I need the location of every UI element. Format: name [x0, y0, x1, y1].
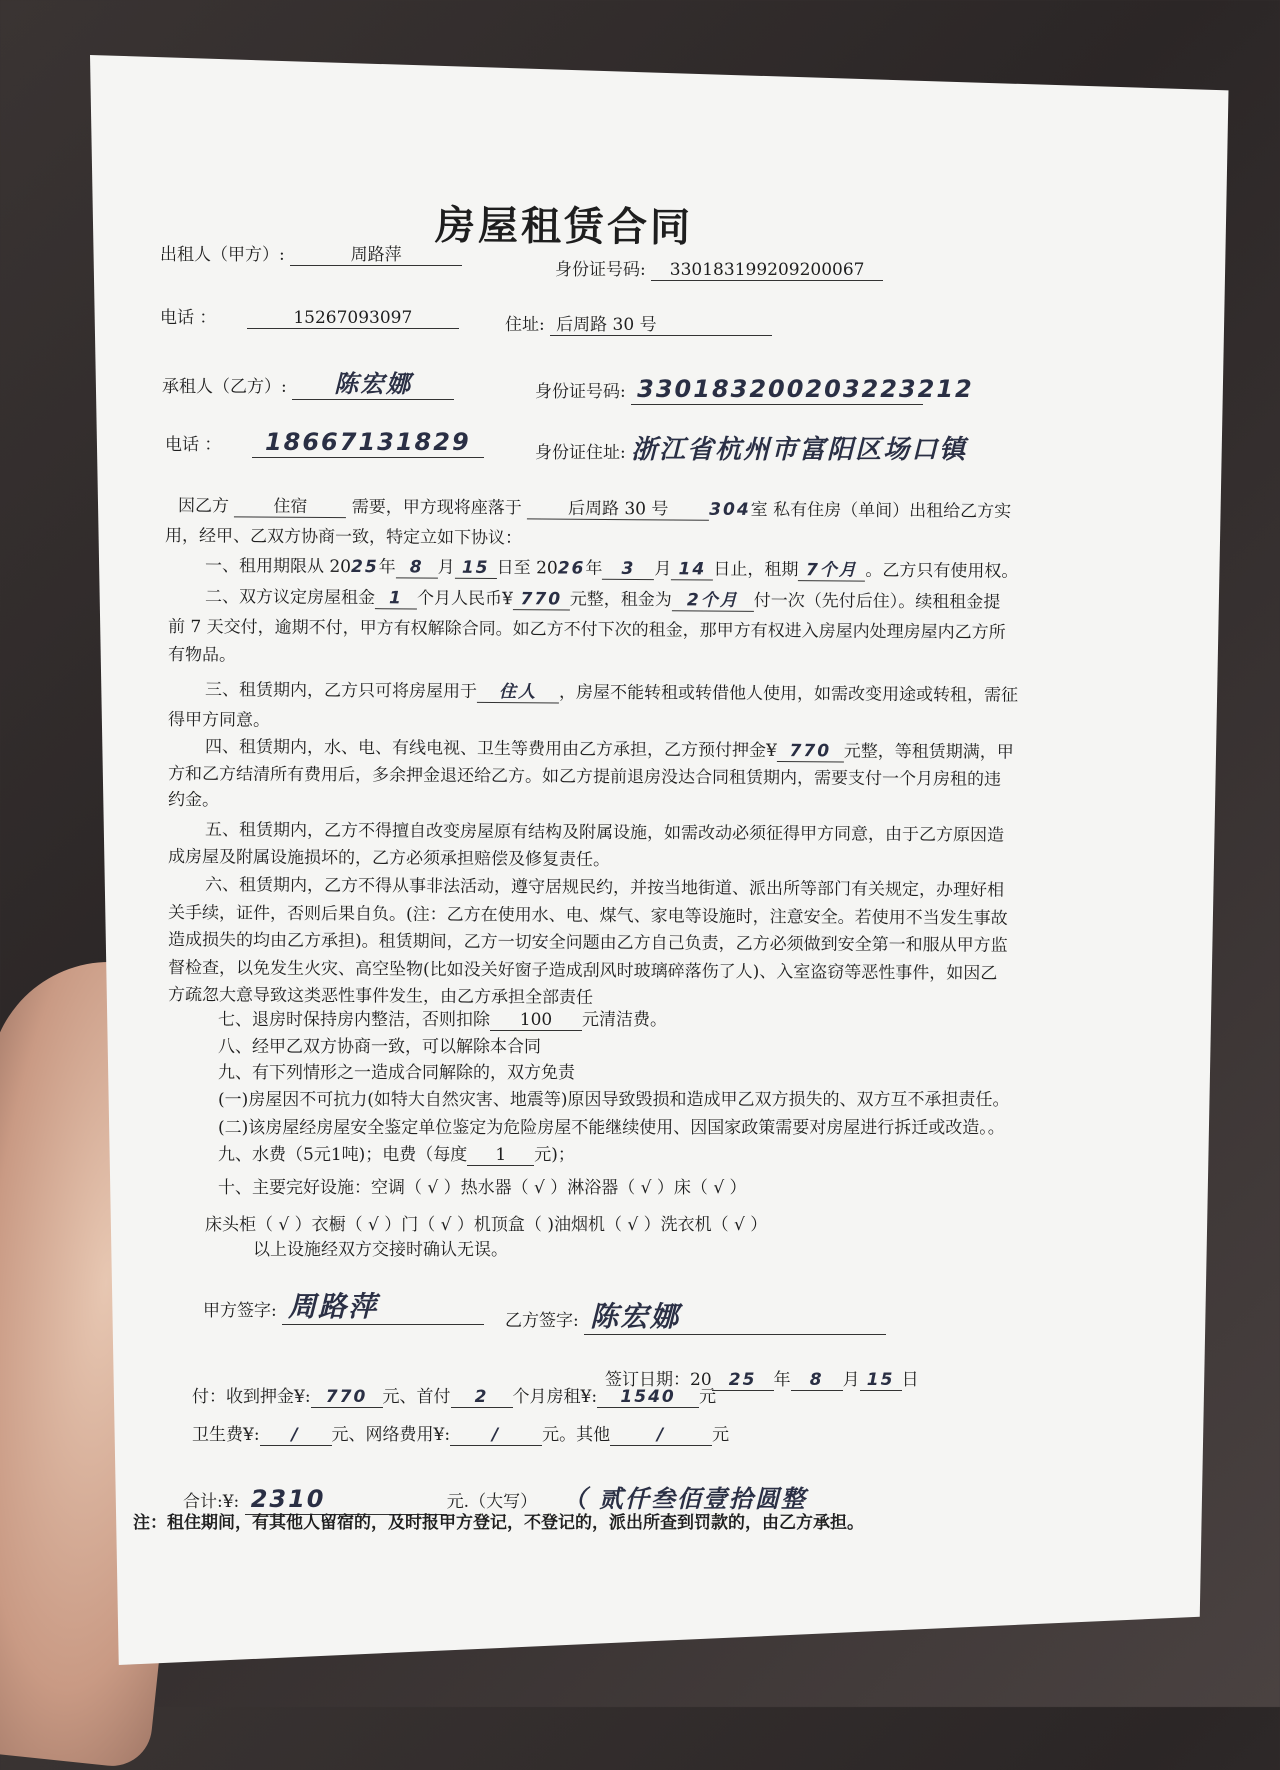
c4-text-a: 四、租赁期内，水、电、有线电视、卫生等费用由乙方承担，乙方预付押金¥: [204, 737, 777, 761]
total-upper-label: 元.（大写）: [446, 1492, 538, 1512]
c9-fees-text-a: 九、水费（5元1吨)；电费（每度: [218, 1145, 468, 1165]
payment-text-h: 元: [712, 1425, 730, 1445]
clause-6-line-2: 关手续，证件，否则后果自负。(注：乙方在使用水、电、煤气、家电等设施时，注意安全。若使用不当发生事故: [167, 903, 1008, 929]
clause-6-line-1: 六、租赁期内，乙方不得从事非法活动，遵守居规民约，并按当地街道、派出所等部门有关规定，办理好相: [204, 875, 1005, 901]
landlord-addr: 后周路 30 号: [550, 315, 772, 336]
contract-title: 房屋租赁合同: [434, 202, 694, 252]
clause-3-line-2: 得甲方同意。: [167, 710, 271, 731]
intro-line-2: 用，经甲、乙双方协商一致，特定立如下协议：: [164, 526, 523, 549]
clause-4-line-2: 方和乙方结清所有费用后，多余押金退还给乙方。如乙方提前退房没达合同租赁期内，需要支付一个月房租的违: [167, 764, 1002, 790]
clause-8: 八、经甲乙双方协商一致，可以解除本合同: [218, 1037, 541, 1057]
c2-amount: 770: [513, 589, 570, 611]
party-b-signature-row: [505, 1300, 886, 1335]
tenant-addr-row: [535, 435, 967, 466]
clause-4-line-3: 约金。: [167, 790, 220, 811]
tenant-id: 330183200203223212: [631, 375, 923, 405]
clause-2-line-2: 前 7 天交付，逾期不付，甲方有权解除合同。如乙方不付下次的租金，那甲方有权进入房屋内处理房屋内乙方所: [167, 617, 1006, 643]
intro-room: 304: [709, 499, 751, 520]
c7-text-b: 元清洁费。: [582, 1010, 667, 1030]
c1-month-start: 8: [396, 557, 438, 579]
total-row: [183, 1485, 807, 1515]
clause-2-line-3: 有物品。: [167, 645, 237, 666]
payment-deposit: 770: [311, 1387, 383, 1408]
c2-text-a: 二、双方议定房屋租金: [204, 587, 376, 609]
c1-text-h: 。乙方只有使用权。: [865, 560, 1019, 582]
payment-text-d: 元: [699, 1387, 717, 1407]
payment-text-e: 卫生费¥:: [192, 1425, 260, 1445]
total-upper-amount: （ 贰仟叁佰壹拾圆整: [562, 1485, 807, 1513]
payment-text-a: 付：收到押金¥:: [192, 1387, 311, 1407]
clause-4-line-1: [205, 737, 1014, 764]
payment-network: /: [450, 1425, 542, 1446]
tenant-addr: 浙江省杭州市富阳区场口镇: [631, 435, 968, 465]
date-month-unit: 月: [842, 1370, 860, 1390]
c2-text-c: 元整，租金为: [569, 589, 672, 611]
clause-5-line-2: 成房屋及附属设施损坏的，乙方必须承担赔偿及修复责任。: [167, 847, 611, 871]
party-b-signature: 陈宏娜: [584, 1300, 886, 1335]
c1-text-e: 年: [585, 558, 603, 579]
date-month: 8: [791, 1370, 843, 1391]
clause-9-fees: [218, 1145, 575, 1166]
c1-term: 7个月: [798, 560, 865, 582]
c2-months: 1: [375, 588, 417, 610]
landlord-phone-label: 电话 ：: [160, 308, 217, 328]
clause-5-line-1: 五、租赁期内，乙方不得擅自改变房屋原有结构及附属设施，如需改动必须征得甲方同意，由于乙方原因造: [204, 820, 1005, 846]
landlord-row: [160, 245, 462, 266]
landlord-addr-label: 住址:: [505, 315, 545, 335]
intro-text-d: 私有住房（单间）出租给乙方实: [773, 500, 1012, 522]
date-day-unit: 日: [901, 1370, 919, 1390]
tenant-phone-label: 电话 ：: [165, 435, 222, 455]
c1-text-f: 月: [654, 559, 672, 580]
tenant-id-label: 身份证号码:: [535, 382, 626, 402]
footer-note: 注：租住期间，有其他人留宿的，及时报甲方登记，不登记的，派出所查到罚款的，由乙方承担。: [133, 1513, 864, 1533]
c2-text-d: 付一次（先付后住）。续租租金提: [753, 590, 1001, 613]
landlord-addr-row: [505, 315, 772, 336]
c2-text-b: 个月人民币¥: [416, 588, 513, 610]
tenant-addr-label: 身份证住址:: [535, 443, 626, 463]
clause-10-line-1: 十、主要完好设施：空调（ √ ）热水器（ √ ）淋浴器（ √ ）床（ √ ）: [218, 1178, 747, 1198]
landlord-id-label: 身份证号码:: [555, 260, 646, 280]
intro-text-a: 因乙方: [177, 496, 230, 517]
clause-10-line-3: 以上设施经双方交接时确认无误。: [253, 1240, 508, 1260]
c9-electric-rate: 1: [467, 1145, 534, 1166]
payment-rent: 1540: [597, 1387, 699, 1408]
tenant-name: 陈宏娜: [292, 370, 454, 400]
c2-pay-cycle: 2个月: [672, 590, 754, 612]
payment-months: 2: [451, 1387, 513, 1408]
c1-text-c: 月: [437, 557, 455, 578]
c4-deposit: 770: [777, 741, 844, 763]
landlord-phone-row: [160, 308, 459, 329]
c3-text-b: ，房屋不能转租或转借他人使用，如需改变用途或转租，需征: [558, 682, 1019, 706]
clause-2-line-1: [205, 587, 1000, 614]
tenant-label: 承租人（乙方）:: [162, 377, 287, 397]
date-day: 15: [860, 1370, 902, 1391]
c1-day-start: 15: [455, 558, 497, 580]
tenant-id-row: [535, 375, 974, 405]
c1-day-end: 14: [671, 559, 713, 581]
c1-month-end: 3: [602, 559, 654, 581]
intro-line-1: [178, 496, 1011, 523]
c1-text-b: 年: [378, 557, 396, 578]
clause-10-line-2: 床头柜（ √ ）衣橱（ √ ）门（ √ ）机顶盒（ )油烟机（ √ ）洗衣机（ √ ）: [205, 1215, 768, 1235]
landlord-phone: 15267093097: [247, 308, 459, 329]
clause-3-line-1: [205, 680, 1018, 707]
total-amount: 2310: [245, 1485, 447, 1515]
party-a-signature-row: [203, 1290, 484, 1325]
date-year-unit: 年: [773, 1370, 791, 1390]
payment-other: /: [610, 1425, 712, 1446]
c3-text-a: 三、租赁期内，乙方只可将房屋用于: [204, 680, 478, 702]
intro-purpose: 住宿: [234, 496, 346, 518]
clause-9-item-1: (一)房屋因不可抗力(如特大自然灾害、地震等)原因导致毁损和造成甲乙双方损失的、双方互不承担责任。: [218, 1090, 1010, 1110]
total-label: 合计:¥:: [183, 1492, 240, 1512]
payment-line-2: [192, 1425, 729, 1446]
payment-text-f: 元、网络费用¥:: [331, 1425, 451, 1445]
clause-6-line-4: 督检查，以免发生火灾、高空坠物(比如没关好窗子造成刮风时玻璃碎落伤了人)、入室盗窃等恶性事件，如因乙: [167, 958, 998, 984]
c1-year-start: 25: [350, 557, 379, 578]
clause-7: [218, 1010, 667, 1031]
tenant-phone-row: [165, 428, 484, 458]
landlord-id: 330183199209200067: [651, 260, 883, 281]
clause-1: [205, 556, 1019, 583]
party-a-signature-label: 甲方签字:: [203, 1301, 277, 1321]
payment-line-1: [192, 1387, 716, 1408]
c3-use: 住人: [477, 682, 559, 704]
intro-location: 后周路 30 号: [527, 498, 709, 521]
date-year: 25: [712, 1370, 774, 1391]
landlord-label: 出租人（甲方）:: [160, 245, 285, 265]
c7-fee: 100: [490, 1010, 582, 1031]
clause-6-line-3: 造成损失的均由乙方承担)。租赁期间，乙方一切安全问题由乙方自己负责，乙方必须做到安全第一和服从甲方监: [167, 930, 1008, 956]
tenant-row: [162, 370, 454, 400]
c9-fees-text-b: 元)；: [534, 1145, 575, 1165]
date-label: 签订日期：20: [605, 1370, 712, 1390]
intro-text-b: 需要，甲方现将座落于: [351, 497, 522, 519]
clause-9-item-2: (二)该房屋经房屋安全鉴定单位鉴定为危险房屋不能继续使用、因国家政策需要对房屋进行拆迁或改造。。: [218, 1118, 1005, 1138]
payment-text-g: 元。其他: [542, 1425, 611, 1445]
c1-text-a: 一、租用期限从 20: [204, 556, 352, 578]
intro-text-c: 室: [750, 499, 768, 521]
c4-text-b: 元整，等租赁期满，甲: [843, 741, 1014, 763]
c1-year-end: 26: [557, 558, 586, 579]
party-b-signature-label: 乙方签字:: [505, 1311, 579, 1331]
landlord-id-row: [555, 260, 883, 281]
c1-text-d: 日至 20: [496, 558, 558, 579]
payment-hygiene: /: [260, 1425, 332, 1446]
clause-6-line-5: 方疏忽大意导致这类恶性事件发生，由乙方承担全部责任: [167, 985, 594, 1008]
party-a-signature: 周路萍: [282, 1290, 484, 1325]
payment-text-b: 元、首付: [382, 1387, 451, 1407]
tenant-phone: 18667131829: [252, 428, 484, 458]
c7-text-a: 七、退房时保持房内整洁，否则扣除: [218, 1010, 490, 1030]
clause-9: 九、有下列情形之一造成合同解除的，双方免责: [218, 1063, 575, 1083]
payment-text-c: 个月房租¥:: [512, 1387, 598, 1407]
c1-text-g: 日止，租期: [713, 559, 799, 581]
landlord-name: 周路萍: [290, 245, 462, 266]
